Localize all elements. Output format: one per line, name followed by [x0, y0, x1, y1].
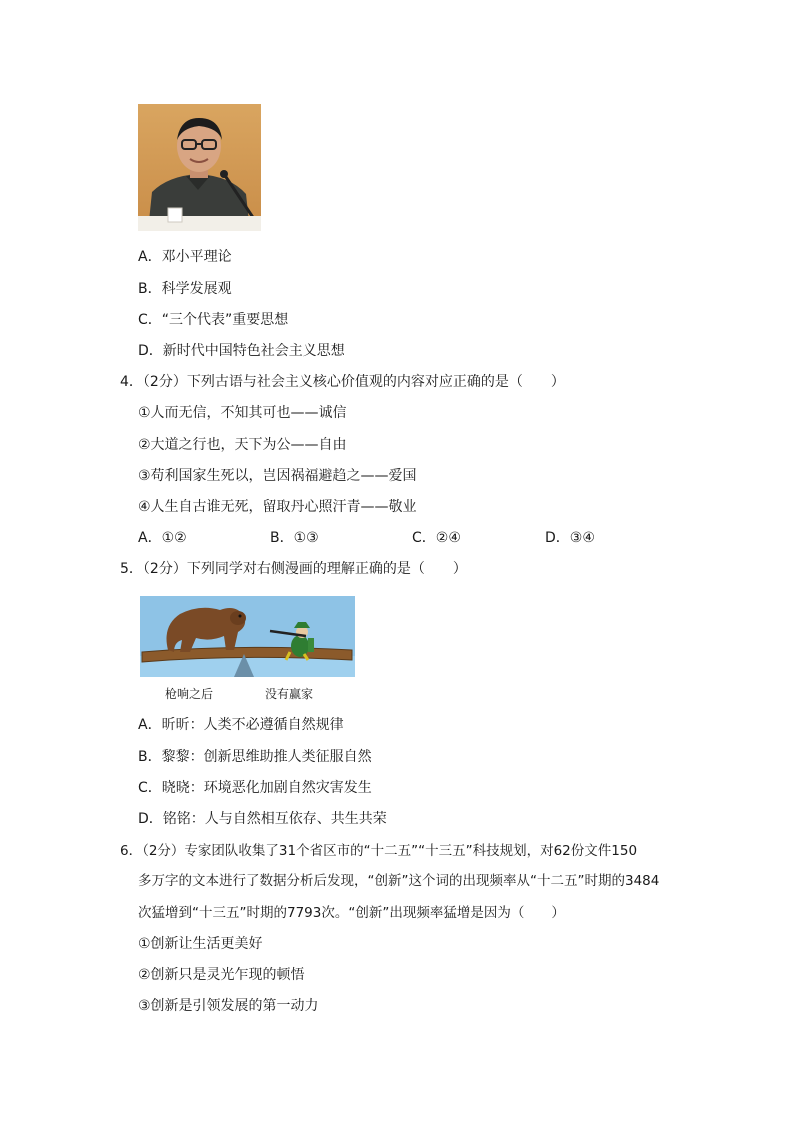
q4-choice-c: C．②④ — [412, 530, 461, 546]
portrait-photo-icon — [138, 104, 261, 231]
q4-choice-a: A．①② — [138, 530, 187, 546]
q4-choice-d: D．③④ — [545, 530, 595, 546]
q4-item-4: ④人生自古谁无死，留取丹心照汗青——敬业 — [138, 499, 417, 515]
q5-option-d: D．铭铭：人与自然相互依存、共生共荣 — [138, 811, 387, 827]
q3-option-b: B．科学发展观 — [138, 281, 232, 297]
q5-option-a: A．昕昕：人类不必遵循自然规律 — [138, 717, 344, 733]
cartoon-caption-left: 枪响之后 — [165, 687, 214, 701]
q4-stem: 4．（2分）下列古语与社会主义核心价值观的内容对应正确的是（ ） — [120, 374, 565, 390]
q4-item-1: ①人而无信，不知其可也——诚信 — [138, 405, 347, 421]
q5-option-b: B．黎黎：创新思维助推人类征服自然 — [138, 749, 372, 765]
bear-hunter-cartoon-icon — [140, 596, 355, 677]
q3-option-d: D．新时代中国特色社会主义思想 — [138, 343, 345, 359]
q5-stem: 5．（2分）下列同学对右侧漫画的理解正确的是（ ） — [120, 561, 467, 577]
cartoon-caption-right: 没有赢家 — [265, 687, 314, 701]
q6-item-1: ①创新让生活更美好 — [138, 936, 263, 952]
q6-item-3: ③创新是引领发展的第一动力 — [138, 998, 319, 1014]
q6-stem-line-3: 次猛增到“十三五”时期的7793次。“创新”出现频率猛增是因为（ ） — [138, 905, 565, 921]
q6-stem-line-2: 多万字的文本进行了数据分析后发现，“创新”这个词的出现频率从“十二五”时期的3484 — [138, 873, 660, 889]
q4-item-3: ③苟利国家生死以，岂因祸福避趋之——爱国 — [138, 468, 417, 484]
q3-option-c: C．“三个代表”重要思想 — [138, 312, 289, 328]
q5-option-c: C．晓晓：环境恶化加剧自然灾害发生 — [138, 780, 372, 796]
q4-item-2: ②大道之行也，天下为公——自由 — [138, 437, 347, 453]
q3-option-a: A．邓小平理论 — [138, 249, 232, 265]
q6-item-2: ②创新只是灵光乍现的顿悟 — [138, 967, 305, 983]
q4-choice-b: B．①③ — [270, 530, 319, 546]
q6-stem-line-1: 6．（2分）专家团队收集了31个省区市的“十二五”“十三五”科技规划，对62份文件150 — [120, 843, 638, 859]
